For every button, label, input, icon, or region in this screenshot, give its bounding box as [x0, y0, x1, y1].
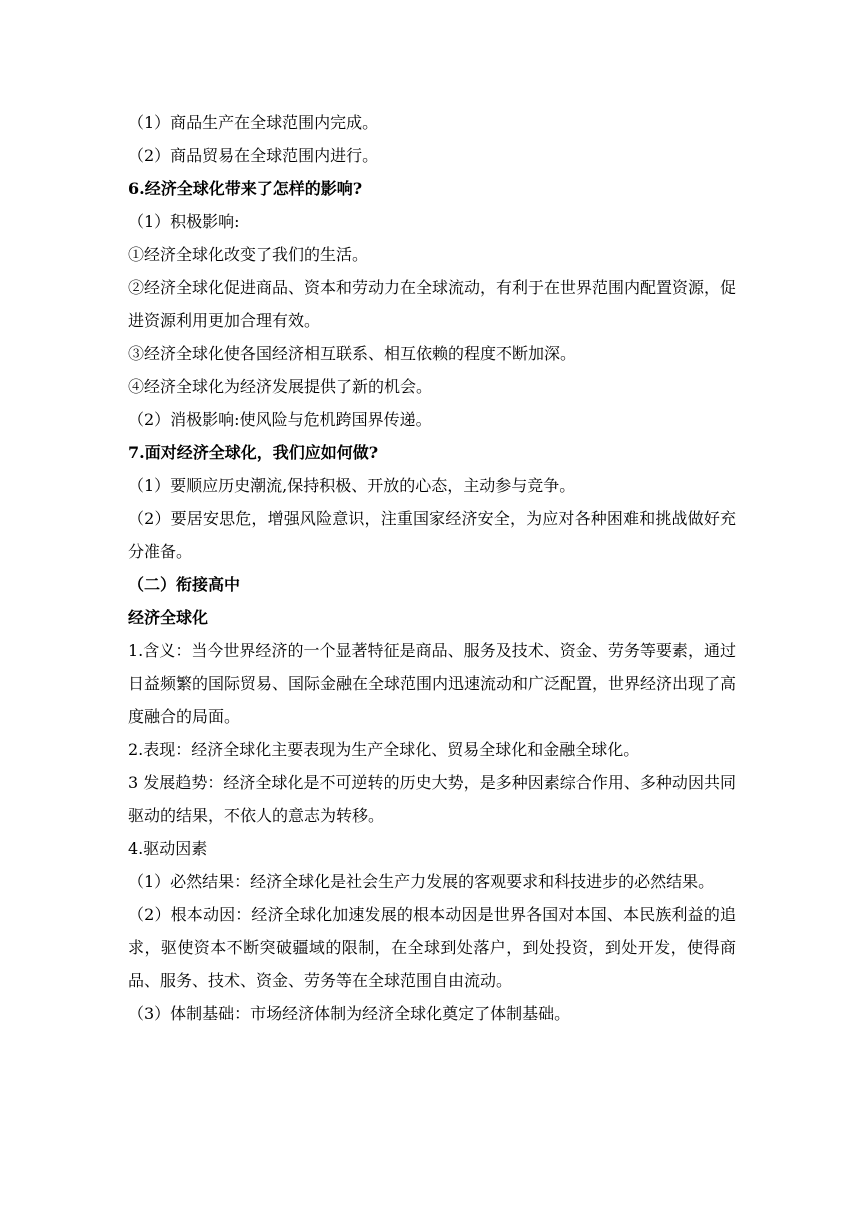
paragraph-item-2: （2）商品贸易在全球范围内进行。 [128, 146, 379, 165]
paragraph-trend: 3 发展趋势：经济全球化是不可逆转的历史大势，是多种因素综合作用、多种动因共同驱动的结果，不依人的意志为转移。 [128, 773, 736, 825]
paragraph-point-1: ①经济全球化改变了我们的生活。 [128, 245, 369, 264]
paragraph-point-2: ②经济全球化促进商品、资本和劳动力在全球流动，有利于在世界范围内配置资源，促进资源利用更加合理有效。 [128, 278, 737, 330]
paragraph-point-3: ③经济全球化使各国经济相互联系、相互依赖的程度不断加深。 [128, 344, 577, 363]
paragraph-point-4: ④经济全球化为经济发展提供了新的机会。 [128, 377, 433, 396]
paragraph-action-2: （2）要居安思危，增强风险意识，注重国家经济安全，为应对各种困难和挑战做好充分准备。 [128, 509, 736, 561]
section-heading-6: 6.经济全球化带来了怎样的影响? [128, 179, 363, 198]
subsection-heading-globalization: 经济全球化 [128, 608, 209, 627]
paragraph-action-1: （1）要顺应历史潮流,保持积极、开放的心态，主动参与竞争。 [128, 476, 576, 495]
paragraph-driver-1: （1）必然结果：经济全球化是社会生产力发展的客观要求和科技进步的必然结果。 [128, 872, 715, 891]
paragraph-driver-2: （2）根本动因：经济全球化加速发展的根本动因是世界各国对本国、本民族利益的追求，驱使资本不断突破疆域的限制，在全球到处落户，到处投资，到处开发，使得商品、服务、技术、资金、劳务等在全球范围自由流动。 [128, 905, 736, 990]
section-heading-7: 7.面对经济全球化，我们应如何做? [128, 443, 379, 462]
paragraph-manifestation: 2.表现：经济全球化主要表现为生产全球化、贸易全球化和金融全球化。 [128, 740, 640, 759]
document-body [128, 106, 736, 1030]
paragraph-definition: 1.含义：当今世界经济的一个显著特征是商品、服务及技术、资金、劳务等要素，通过日益频繁的国际贸易、国际金融在全球范围内迅速流动和广泛配置，世界经济出现了高度融合的局面。 [128, 641, 737, 726]
section-heading-high-school: （二）衔接高中 [128, 575, 241, 594]
paragraph-positive-impact: （1）积极影响: [128, 212, 240, 231]
paragraph-driver-3: （3）体制基础：市场经济体制为经济全球化奠定了体制基础。 [128, 1004, 571, 1023]
paragraph-item-1: （1）商品生产在全球范围内完成。 [128, 113, 379, 132]
paragraph-negative-impact: （2）消极影响:使风险与危机跨国界传递。 [128, 410, 432, 429]
paragraph-drivers-heading: 4.驱动因素 [128, 839, 208, 858]
